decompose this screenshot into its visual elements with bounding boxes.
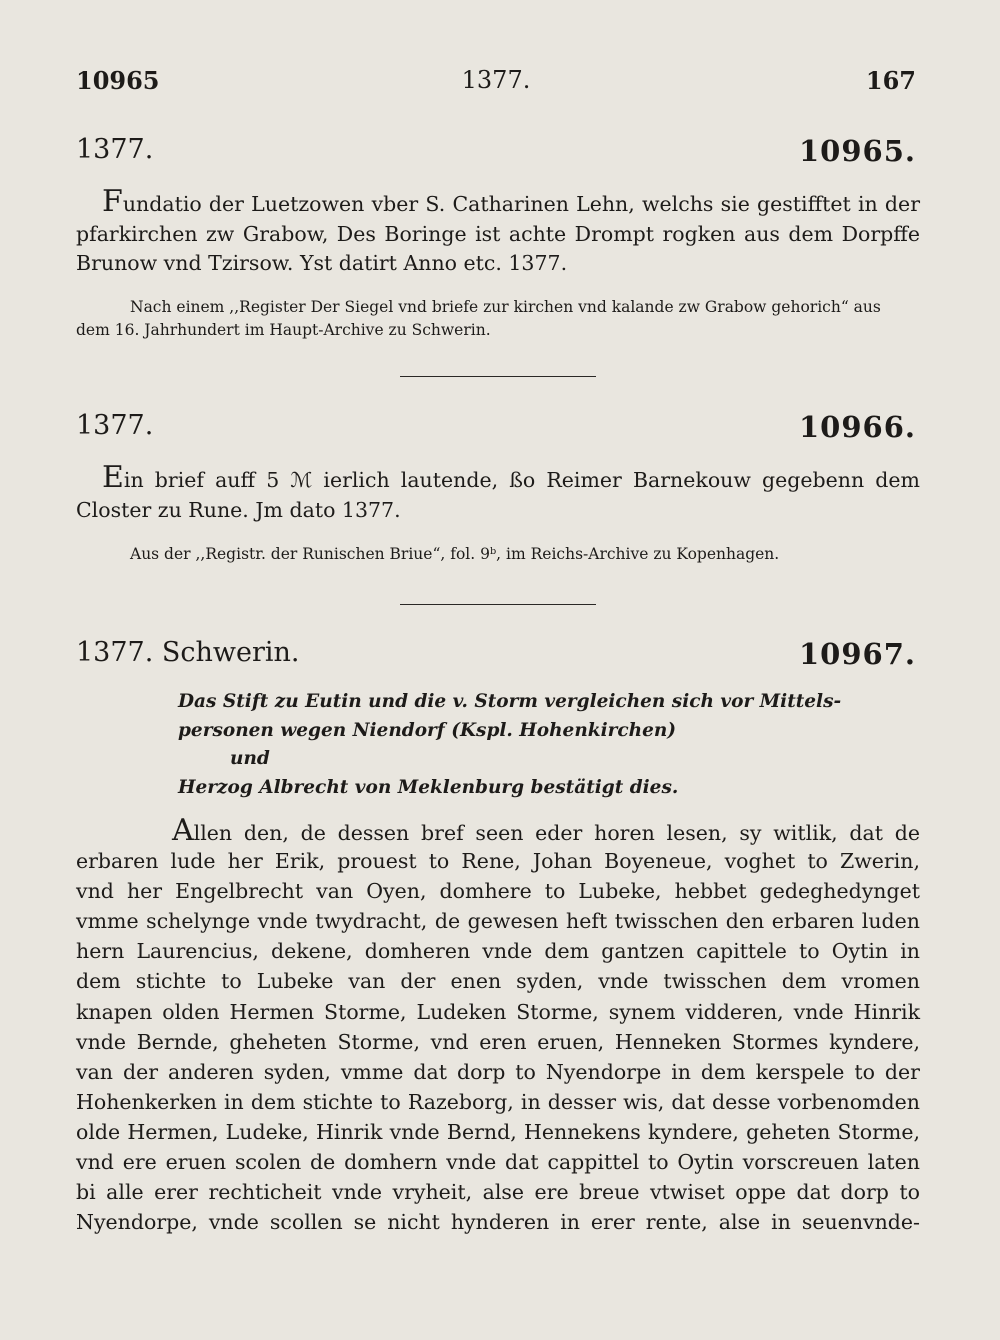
entry-heading-10967	[76, 637, 916, 677]
entry-heading-10965	[76, 134, 916, 174]
regest-title-line: personen wegen Niendorf (Kspl. Hohenkirchen)	[178, 719, 677, 741]
separator-rule	[400, 604, 596, 605]
entry-text-body: in brief auff 5 ℳ ierlich lautende, ßo Reimer Barnekouw gegebenn dem Closter zu Rune. Jm dato 1377.	[76, 468, 920, 522]
text-line: vnde Bernde, gheheten Storme, vnd eren eruen, Henneken Stormes kyndere,	[76, 1029, 920, 1054]
running-head-year: 1377.	[461, 66, 531, 94]
entry-text-10966	[76, 460, 920, 525]
entry-year-place: 1377. Schwerin.	[76, 637, 300, 668]
entry-number: 10966.	[799, 410, 916, 444]
text-line: vnd ere eruen scolen de domhern vnde dat cappittel to Oytin vorscreuen laten	[76, 1150, 920, 1175]
entry-text-body: undatio der Luetzowen vber S. Catharinen Lehn, welchs sie gestifftet in der pfarkirchen zw Grabow, Des Boringe ist achte Drompt rogken aus dem Dorpffe Brunow vnd Tzirsow. Yst datirt Anno etc. 1377.	[76, 192, 920, 276]
text-line: bi alle erer rechticheit vnde vryheit, alse ere breue vtwiset oppe dat dorp to	[76, 1180, 920, 1205]
text-line: van der anderen syden, vmme dat dorp to Nyendorpe in dem kerspele to der	[76, 1059, 920, 1084]
regest-title	[178, 688, 918, 802]
source-note-10965: Nach einem ,,Register Der Siegel vnd briefe zur kirchen vnd kalande zw Grabow gehorich“ aus dem 16. Jahrhundert im Haupt-Archive zu Schwerin.	[76, 298, 881, 339]
text-line: Hohenkerken in dem stichte to Razeborg, in desser wis, dat desse vorbenomden	[76, 1089, 920, 1114]
entry-number: 10967.	[799, 637, 916, 671]
regest-title-line: Das Stift zu Eutin und die v. Storm vergleichen sich vor Mittels-	[178, 691, 842, 712]
regest-title-line: und	[230, 748, 270, 770]
drop-cap: F	[102, 184, 123, 219]
regest-title-line: Herzog Albrecht von Meklenburg bestätigt dies.	[178, 776, 679, 798]
text-line: erbaren lude her Erik, prouest to Rene, Johan Boyeneue, voghet to Zwerin,	[76, 849, 920, 874]
text-line: vmme schelynge vnde twydracht, de gewesen heft twisschen den erbaren luden	[76, 909, 920, 934]
entry-heading-10966	[76, 410, 916, 450]
page-number: 167	[865, 66, 916, 95]
text-line: Allen den, de dessen bref seen eder horen lesen, sy witlik, dat de	[172, 813, 920, 848]
text-line: vnd her Engelbrecht van Oyen, domhere to Lubeke, hebbet gedeghedynget	[76, 879, 920, 904]
text-line: olde Hermen, Ludeke, Hinrik vnde Bernd, Hennekens kyndere, geheten Storme,	[76, 1119, 920, 1144]
text-line: dem stichte to Lubeke van der enen syden, vnde twisschen dem vromen	[76, 969, 920, 994]
entry-year: 1377.	[76, 410, 154, 441]
entry-number: 10965.	[799, 134, 916, 168]
entry-text-10965	[76, 184, 920, 279]
separator-rule	[400, 376, 596, 377]
running-head	[76, 66, 916, 100]
entry-year: 1377.	[76, 134, 154, 165]
text-line: hern Laurencius, dekene, domheren vnde dem gantzen capittele to Oytin in	[76, 939, 920, 964]
text-line: knapen olden Hermen Storme, Ludeken Storme, synem vidderen, vnde Hinrik	[76, 999, 920, 1024]
text-line: Nyendorpe, vnde scollen se nicht hynderen in erer rente, alse in seuenvnde-	[76, 1210, 920, 1235]
drop-cap: A	[172, 813, 194, 848]
charter-text	[76, 813, 920, 1237]
drop-cap: E	[102, 460, 124, 495]
running-head-entry-number: 10965	[76, 66, 160, 95]
source-note-10966: Aus der ,,Registr. der Runischen Briue“, fol. 9ᵇ, im Reichs-Archive zu Kopenhagen.	[130, 545, 780, 563]
